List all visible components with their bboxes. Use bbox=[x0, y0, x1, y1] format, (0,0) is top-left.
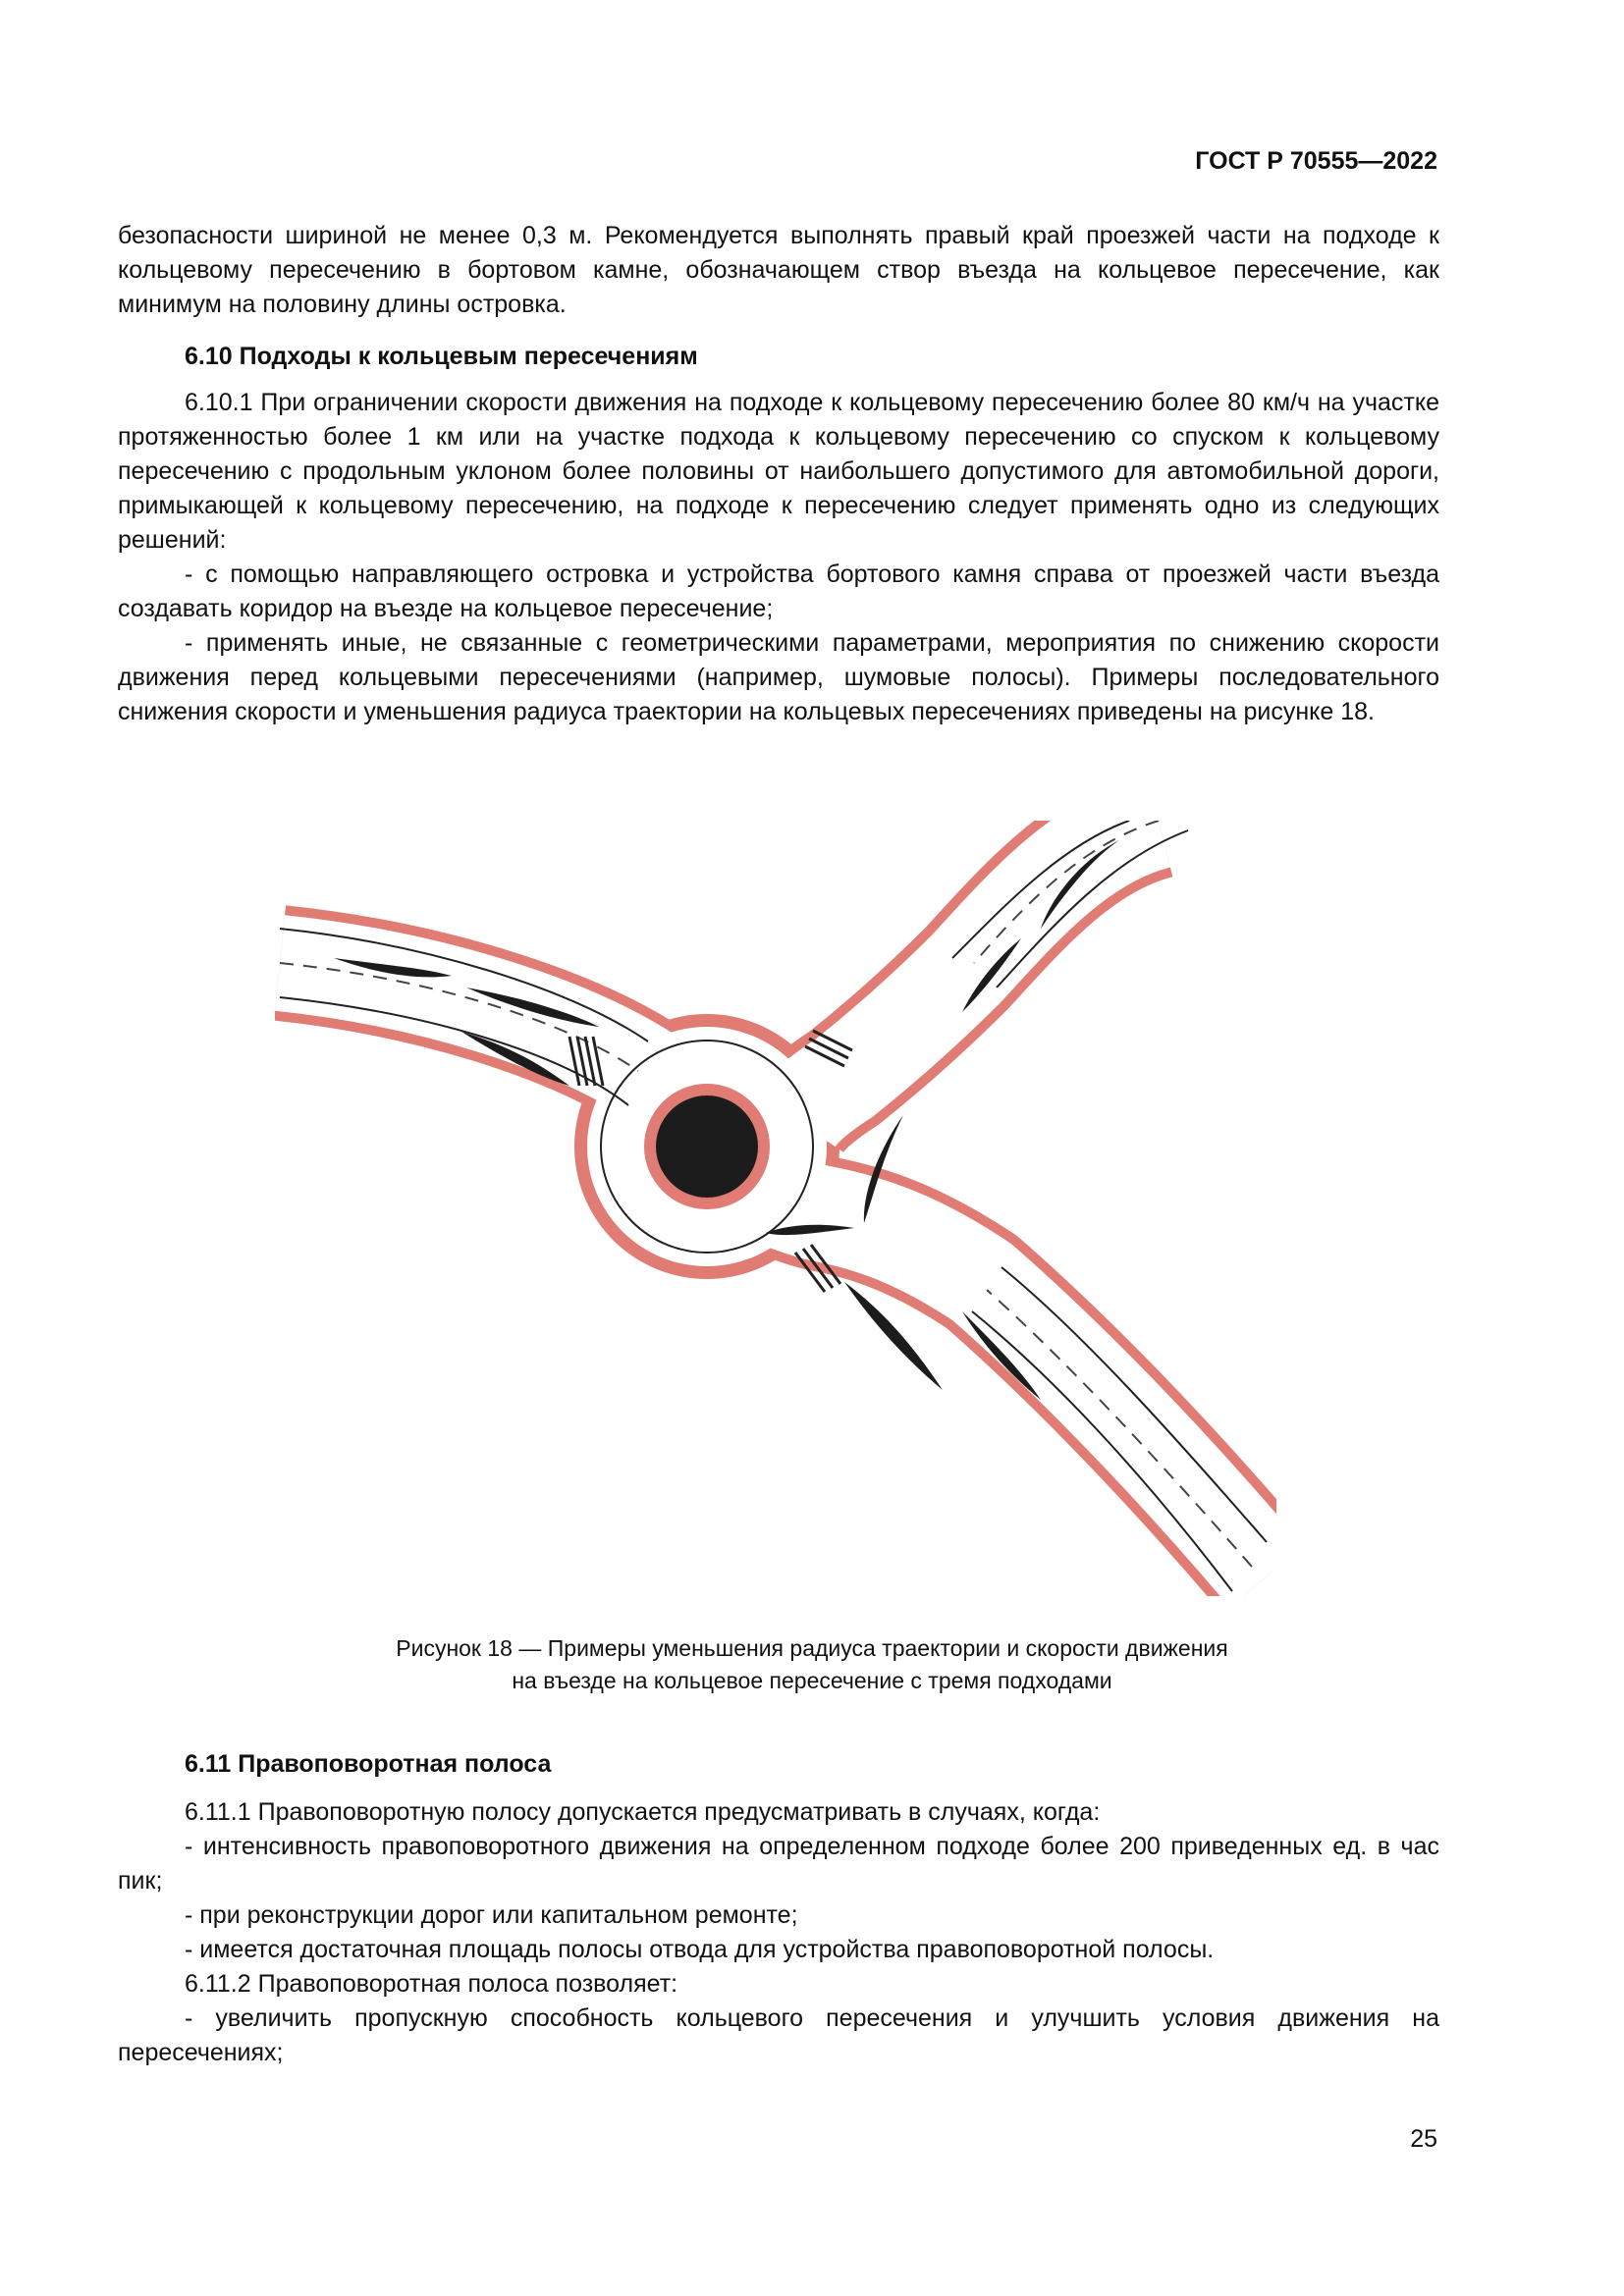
list-item: - интенсивность правоповоротного движения на определенном подходе более 200 приведенных ед. в час пик; bbox=[118, 1833, 1439, 1895]
paragraph-6-10-1: 6.10.1 При ограничении скорости движения на подходе к кольцевому пересечению более 80 км/ч на участке протяженностью более 1 км или на участке подхода к кольцевому пересечению со спуском к кольцевому пересечению с продольным уклоном более половины от наибольшего допустимого для автомобильной дороги, примыкающей к кольцевому пересечению, на подходе к пересечению следует применять одно из следующих решений: bbox=[118, 389, 1439, 554]
paragraph-6-11-2: 6.11.2 Правоповоротная полоса позволяет: bbox=[185, 1970, 678, 1998]
list-item: - имеется достаточная площадь полосы отвода для устройства правоповоротной полосы. bbox=[185, 1936, 1215, 1963]
text-block-bottom bbox=[118, 1747, 1439, 2070]
list-item: - увеличить пропускную способность кольцевого пересечения и улучшить условия движения на пересечениях; bbox=[118, 2004, 1439, 2066]
section-heading-6-11: 6.11 Правоповоротная полоса bbox=[185, 1750, 552, 1778]
roundabout-figure bbox=[275, 821, 1276, 1596]
paragraph-6-11-1: 6.11.1 Правоповоротную полосу допускается предусматривать в случаях, когда: bbox=[185, 1798, 1101, 1826]
list-item: - с помощью направляющего островка и устройства бортового камня справа от проезжей части въезда создавать коридор на въезде на кольцевое пересечение; bbox=[118, 561, 1439, 622]
list-item: - применять иные, не связанные с геометрическими параметрами, мероприятия по снижению скорости движения перед кольцевыми пересечениями (например, шумовые полосы). Примеры последовательного снижения скорости и уменьшения радиуса траектории на кольцевых пересечениях приведены на рисунке 18. bbox=[118, 629, 1439, 725]
section-heading-6-10: 6.10 Подходы к кольцевым пересечениям bbox=[185, 343, 698, 370]
list-item: - при реконструкции дорог или капитальном ремонте; bbox=[185, 1901, 798, 1929]
figure-caption bbox=[0, 1632, 1624, 1697]
caption-line-2: на въезде на кольцевое пересечение с тремя подходами bbox=[512, 1668, 1112, 1693]
document-header: ГОСТ Р 70555—2022 bbox=[1195, 147, 1437, 175]
text-block-top bbox=[118, 219, 1439, 729]
page-number: 25 bbox=[1410, 2125, 1437, 2153]
continued-paragraph: безопасности шириной не менее 0,3 м. Рекомендуется выполнять правый край проезжей части на подходе к кольцевому пересечению в бортовом камне, обозначающем створ въезда на кольцевое пересечение, как минимум на половину длины островка. bbox=[118, 222, 1439, 318]
central-island bbox=[656, 1095, 758, 1198]
caption-line-1: Рисунок 18 — Примеры уменьшения радиуса траектории и скорости движения bbox=[396, 1635, 1228, 1661]
